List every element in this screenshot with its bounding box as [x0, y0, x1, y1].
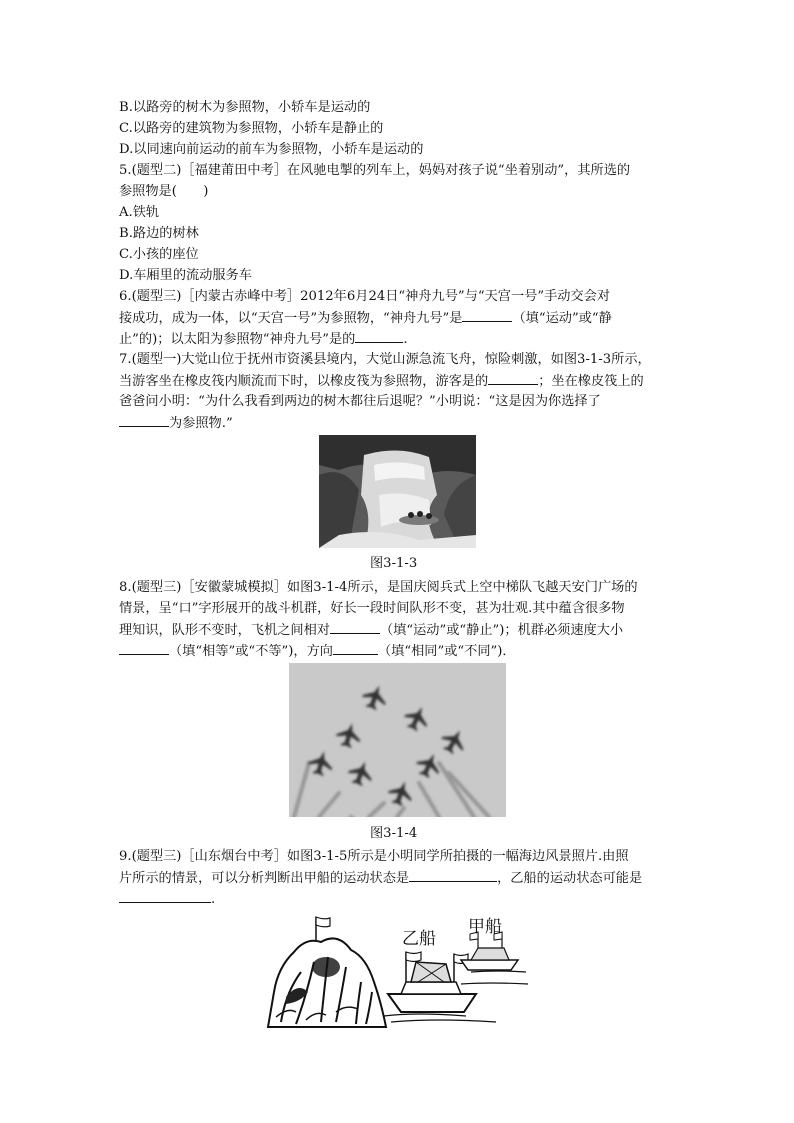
- question-7-line-1: 7.(题型一)大觉山位于抚州市资溪县境内，大觉山源急流飞舟，惊险刺激，如图3-1-3所示，: [119, 352, 651, 367]
- question-9-line-1: 9.(题型三)［山东烟台中考］如图3-1-5所示是小明同学所拍摄的一幅海边风景照片.由照: [119, 849, 629, 864]
- question-8-line-1: 8.(题型三)［安徽蒙城模拟］如图3-1-4所示，是国庆阅兵式上空中梯队飞越天安门广场的: [119, 580, 638, 595]
- option-d-q4: D.以同速向前运动的前车为参照物，小轿车是运动的: [119, 142, 424, 157]
- question-5-line-2: 参照物是( ): [119, 184, 209, 199]
- ship-b-label: 乙船: [402, 929, 436, 949]
- ship-a-label: 甲船: [468, 917, 502, 937]
- jet-formation-photo: [289, 663, 506, 817]
- answer-blank: [462, 307, 512, 322]
- option-b-q4: B.以路旁的树木为参照物，小轿车是运动的: [119, 100, 371, 115]
- question-6-line-1: 6.(题型三)［内蒙古赤峰中考］2012年6月24日“神舟九号”与“天宫一号”手动交会对: [119, 289, 611, 304]
- seaside-ships-svg: [266, 912, 532, 1030]
- answer-blank: [119, 640, 169, 655]
- seaside-ships-drawing: [266, 912, 532, 1030]
- option-b-q5: B.路边的树林: [119, 226, 199, 241]
- rafting-photo: [319, 435, 476, 548]
- answer-blank: [355, 328, 403, 343]
- figure-3-1-3-caption: 图3-1-3: [370, 556, 418, 571]
- question-9-line-3: .: [119, 888, 215, 910]
- answer-blank: [488, 370, 538, 385]
- question-7-line-4: 为参照物.”: [119, 412, 233, 434]
- figure-3-1-4-caption: 图3-1-4: [370, 826, 418, 841]
- option-a-q5: A.铁轨: [119, 205, 160, 220]
- question-8-line-2: 情景，呈“口”字形展开的战斗机群，好长一段时间队形不变，甚为壮观.其中蕴含很多物: [119, 601, 625, 616]
- answer-blank: [409, 867, 497, 882]
- option-c-q5: C.小孩的座位: [119, 247, 199, 262]
- question-5-line-1: 5.(题型二)［福建莆田中考］在风驰电掣的列车上，妈妈对孩子说“坐着别动”，其所选的: [119, 163, 631, 178]
- question-8-line-4: （填“相等”或“不等”)，方向 （填“相同”或“不同”)．: [119, 640, 516, 662]
- answer-blank: [119, 888, 211, 903]
- option-d-q5: D.车厢里的流动服务车: [119, 268, 252, 283]
- answer-blank: [119, 412, 169, 427]
- rafting-photo-drawing: [319, 435, 476, 548]
- option-c-q4: C.以路旁的建筑物为参照物，小轿车是静止的: [119, 121, 384, 136]
- question-6-line-3: 止”的)；以太阳为参照物“神舟九号”是的 .: [119, 328, 408, 350]
- question-7-line-3: 爸爸问小明：“为什么我看到两边的树木都往后退呢？”小明说：“这是因为你选择了: [119, 394, 601, 409]
- question-8-line-3: 理知识，队形不变时，飞机之间相对 （填“运动”或“静止”)；机群必须速度大小: [119, 619, 623, 641]
- answer-blank: [333, 640, 378, 655]
- question-6-line-2: 接成功，成为一体，以“天宫一号”为参照物，“神舟九号”是 （填“运动”或“静: [119, 307, 612, 329]
- question-7-line-2: 当游客坐在橡皮筏内顺流而下时，以橡皮筏为参照物，游客是的 ；坐在橡皮筏上的: [119, 370, 644, 392]
- jet-formation-drawing: [289, 663, 506, 817]
- question-9-line-2: 片所示的情景，可以分析判断出甲船的运动状态是 ，乙船的运动状态可能是: [119, 867, 642, 889]
- answer-blank: [330, 619, 380, 634]
